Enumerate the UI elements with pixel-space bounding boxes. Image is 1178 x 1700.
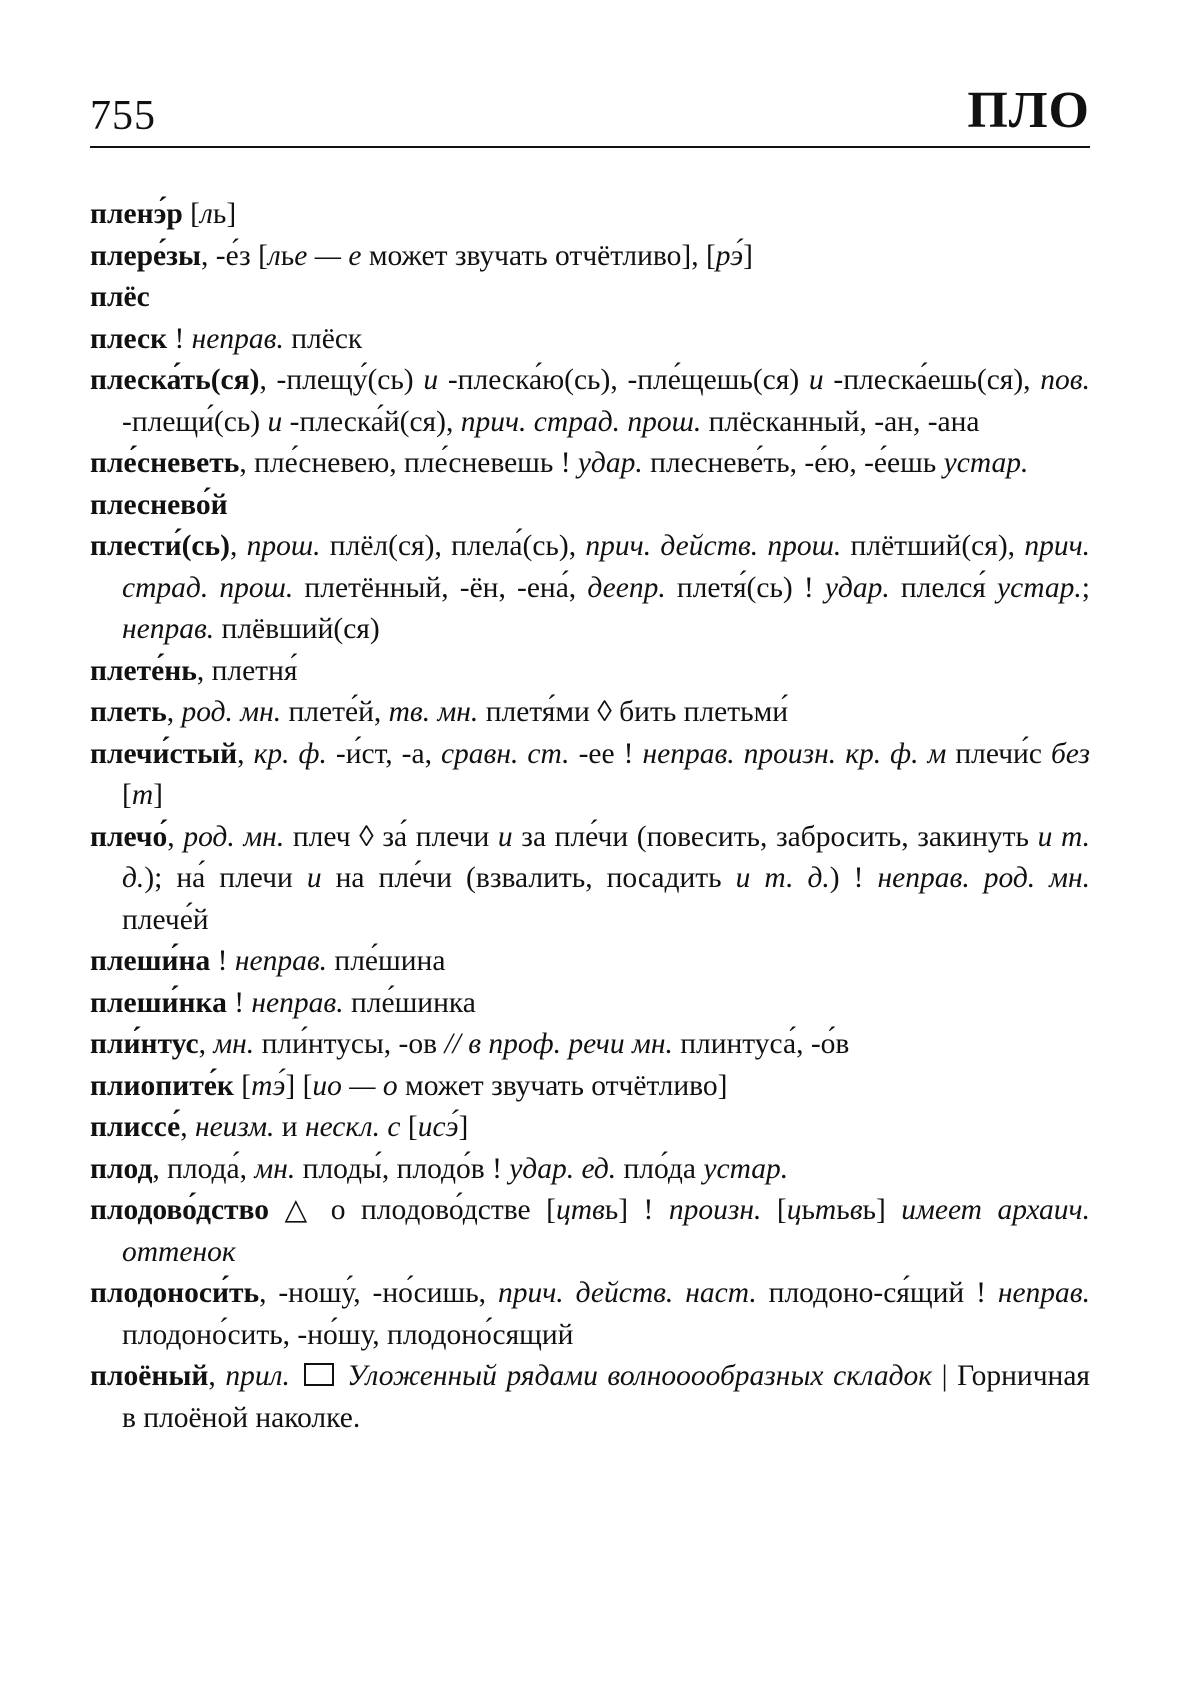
grammar-note: и	[497, 820, 513, 853]
entry-text: , плода́,	[152, 1152, 255, 1185]
grammar-note: сравн. ст.	[440, 737, 570, 770]
grammar-note: устар.	[943, 447, 1029, 479]
grammar-note: неправ.	[191, 322, 284, 355]
entry-text: пле́шинка	[343, 986, 476, 1019]
dictionary-entry	[90, 1273, 1090, 1356]
dictionary-entry	[90, 526, 1090, 651]
entry-text: [	[122, 779, 132, 811]
entry-text: плете́й,	[281, 696, 389, 728]
entry-text: плетённый, -ён, -ена́,	[293, 571, 588, 604]
entry-text: за пле́чи (повесить, забросить, закинуть	[512, 820, 1038, 853]
entry-text: ,	[208, 1360, 226, 1392]
dictionary-entry	[90, 1190, 1090, 1273]
grammar-note: произн.	[668, 1194, 762, 1226]
headword: плеск	[90, 322, 168, 355]
grammar-note: род. мн.	[183, 820, 285, 853]
grammar-note: тэ́	[251, 1069, 286, 1102]
headword: пле́сневеть	[90, 447, 240, 479]
headword: плеснево́й	[90, 488, 228, 521]
entry-text: ,	[166, 696, 182, 728]
grammar-note: л	[267, 239, 281, 272]
grammar-note: прич. действ. наст.	[497, 1277, 757, 1309]
dictionary-entry	[90, 651, 1090, 693]
entry-text: -плещи́(сь)	[122, 405, 268, 438]
grammar-note: и	[267, 405, 283, 438]
grammar-note: т	[814, 1194, 837, 1226]
headword: плоёный	[90, 1360, 209, 1392]
entry-text: плётший(ся),	[841, 530, 1025, 562]
dictionary-entry	[90, 194, 1090, 236]
headword: пленэ́р	[90, 198, 183, 230]
entry-text: плелся́	[889, 571, 998, 604]
running-head: ПЛО	[967, 82, 1090, 139]
grammar-note: // в проф. речи мн.	[444, 1028, 673, 1060]
grammar-note: неправ.	[234, 945, 328, 977]
dictionary-entry	[90, 1066, 1090, 1108]
headword: пли́нтус	[90, 1028, 199, 1060]
grammar-note: неизм.	[194, 1111, 275, 1143]
dictionary-entry	[90, 319, 1090, 361]
grammar-note: устар.	[997, 571, 1082, 604]
grammar-note: тв. мн.	[388, 696, 479, 728]
grammar-note: прич. страд. прош.	[122, 530, 1091, 604]
entry-text: [	[233, 1069, 252, 1102]
entries-list	[90, 194, 1090, 1439]
entry-text: , пле́сневею, пле́сневешь !	[239, 447, 578, 479]
entry-text: ) !	[829, 862, 878, 894]
grammar-note: мн.	[213, 1028, 255, 1060]
grammar-note: кр. ф.	[253, 737, 327, 770]
entry-text: | Горничная в плоёной наколке.	[122, 1360, 1091, 1434]
headword: плод	[90, 1152, 153, 1185]
dictionary-entry	[90, 1356, 1090, 1439]
entry-text: плоды́, плодо́в !	[295, 1152, 510, 1185]
entry-text: △ о плодово́дстве [	[269, 1194, 556, 1226]
headword: плете́нь	[90, 654, 197, 687]
dictionary-entry	[90, 983, 1090, 1025]
grammar-note: л	[200, 198, 213, 230]
page-header	[90, 80, 1090, 148]
entry-text: !	[167, 322, 192, 355]
dictionary-entry	[90, 277, 1090, 319]
entry-text: , -ношу́, -но́сишь,	[259, 1277, 498, 1309]
headword: плере́зы	[90, 239, 202, 272]
grammar-note: неправ. род. мн.	[877, 862, 1091, 894]
entry-text: пле́шина	[327, 945, 446, 977]
entry-text: ;	[1081, 571, 1090, 604]
definition-box-icon	[304, 1363, 334, 1386]
dictionary-entry	[90, 360, 1090, 443]
grammar-note: имеет архаич. оттенок	[122, 1194, 1090, 1268]
entry-text: плёвший(ся)	[214, 613, 380, 645]
dictionary-entry	[90, 941, 1090, 983]
grammar-note: и т. д.	[122, 820, 1091, 894]
grammar-note: неправ.	[997, 1277, 1090, 1309]
entry-text: может звучать отчётливо]	[397, 1069, 728, 1102]
entry-text: ]	[458, 1111, 469, 1143]
grammar-note: неправ.	[251, 986, 344, 1019]
entry-text: ,	[229, 530, 247, 562]
entry-text: пли́нтусы, -ов	[254, 1028, 445, 1060]
headword: плиопите́к	[90, 1069, 234, 1102]
entry-text: -плеска́ешь(ся),	[823, 364, 1041, 396]
entry-text: может звучать отчётливо], [	[361, 239, 716, 272]
grammar-note: цтв	[555, 1194, 605, 1226]
entry-text: плёск	[283, 322, 363, 355]
grammar-note: и т. д.	[735, 862, 830, 894]
dictionary-entry	[90, 485, 1090, 527]
entry-text: [	[400, 1111, 418, 1143]
entry-text: плёл(ся), плела́(сь),	[320, 530, 586, 562]
entry-text: плёсканный, -ан, -ана	[701, 405, 980, 438]
entry-text: , -е́з [	[201, 239, 268, 272]
headword: плечо́	[90, 820, 168, 853]
headword: плеши́нка	[90, 986, 227, 1019]
entry-text: ь	[801, 1194, 815, 1226]
entry-text: на пле́чи (взвалить, посадить	[321, 862, 736, 894]
grammar-note: прил.	[225, 1360, 290, 1392]
entry-text: ь]	[212, 198, 237, 230]
grammar-note: деепр.	[587, 571, 666, 604]
entry-text: ); на́ плечи	[144, 862, 307, 894]
headword: плеть	[90, 696, 167, 728]
entry-text: , плетня́	[196, 654, 298, 687]
entry-text: плече́й	[122, 903, 209, 936]
grammar-note: Уложенный рядами волнооообразных складок	[337, 1360, 933, 1392]
entry-text: плеч ◊ за́ плечи	[284, 820, 498, 853]
entry-text: [	[761, 1194, 787, 1226]
entry-text: , -плещу́(сь)	[259, 364, 424, 396]
entry-text: ,	[237, 737, 254, 770]
dictionary-entry	[90, 734, 1090, 817]
entry-text: плодоно́сить, -но́шу, плодоно́сящий	[122, 1318, 574, 1351]
grammar-note: нескл. с	[304, 1111, 401, 1143]
grammar-note: рэ́	[715, 239, 744, 272]
dictionary-entry	[90, 443, 1090, 485]
entry-text: плетя́ми ◊ бить плетьми́	[478, 696, 789, 728]
entry-text: !	[226, 986, 252, 1019]
entry-text: ] [	[285, 1069, 313, 1102]
headword: плодово́дство	[90, 1194, 270, 1226]
entry-text: плесневе́ть, -е́ю, -е́ешь	[642, 447, 944, 479]
entry-text	[290, 1360, 300, 1392]
entry-text: плинтуса́, -о́в	[672, 1028, 850, 1060]
entry-text: -и́ст, -а,	[326, 737, 441, 770]
entry-text: ь	[836, 1194, 850, 1226]
entry-text: пло́да	[616, 1152, 704, 1185]
grammar-note: пов.	[1040, 364, 1090, 396]
grammar-note: и	[306, 862, 322, 894]
entry-text: плодоно-ся́щий !	[756, 1277, 998, 1309]
dictionary-entry	[90, 692, 1090, 734]
grammar-note: ио — о	[312, 1069, 398, 1102]
entry-text: !	[210, 945, 235, 977]
dictionary-entry	[90, 1024, 1090, 1066]
headword: плеши́на	[90, 945, 211, 977]
grammar-note: устар.	[703, 1152, 789, 1185]
grammar-note: и	[808, 364, 824, 396]
entry-text: ,	[198, 1028, 214, 1060]
grammar-note: удар.	[824, 571, 890, 604]
grammar-note: род. мн.	[181, 696, 282, 728]
entry-text: ]	[743, 239, 753, 272]
dictionary-entry	[90, 236, 1090, 278]
entry-text: -ее !	[569, 737, 643, 770]
grammar-note: е — е	[294, 239, 362, 272]
entry-text: ь	[280, 239, 295, 272]
headword: плодоноси́ть	[90, 1277, 260, 1309]
grammar-note: прич. действ. прош.	[585, 530, 842, 562]
entry-text: [	[182, 198, 200, 230]
headword: плести́(сь)	[90, 530, 230, 562]
entry-text: ,	[180, 1111, 195, 1143]
entry-text: -плеска́ю(сь), -пле́щешь(ся)	[438, 364, 809, 396]
grammar-note: неправ. произн. кр. ф. м	[642, 737, 947, 770]
grammar-note: без	[1050, 737, 1091, 770]
entry-text: плечи́с	[946, 737, 1051, 770]
entry-text: ь] !	[604, 1194, 669, 1226]
dictionary-entry	[90, 817, 1090, 942]
headword: плёс	[90, 281, 150, 313]
entry-text: ь]	[862, 1194, 902, 1226]
grammar-note: прич. страд. прош.	[460, 405, 702, 438]
grammar-note: т	[131, 779, 154, 811]
dictionary-entry	[90, 1149, 1090, 1191]
headword: плеска́ть(ся)	[90, 364, 260, 396]
headword: плиссе́	[90, 1111, 181, 1143]
grammar-note: мн.	[254, 1152, 296, 1185]
page-number: 755	[90, 93, 156, 139]
grammar-note: в	[849, 1194, 863, 1226]
headword: плечи́стый	[90, 737, 238, 770]
grammar-note: неправ.	[122, 613, 215, 645]
entry-text: и	[274, 1111, 305, 1143]
dictionary-entry	[90, 1107, 1090, 1149]
grammar-note: ц	[786, 1194, 802, 1226]
entry-text: ]	[153, 779, 163, 811]
entry-text: -плеска́й(ся),	[282, 405, 461, 438]
grammar-note: удар. ед.	[509, 1152, 617, 1185]
grammar-note: исэ́	[417, 1111, 459, 1143]
grammar-note: и	[423, 364, 439, 396]
grammar-note: удар.	[577, 447, 643, 479]
entry-text: ,	[167, 820, 184, 853]
entry-text: плетя́(сь) !	[665, 571, 825, 604]
grammar-note: прош.	[246, 530, 321, 562]
